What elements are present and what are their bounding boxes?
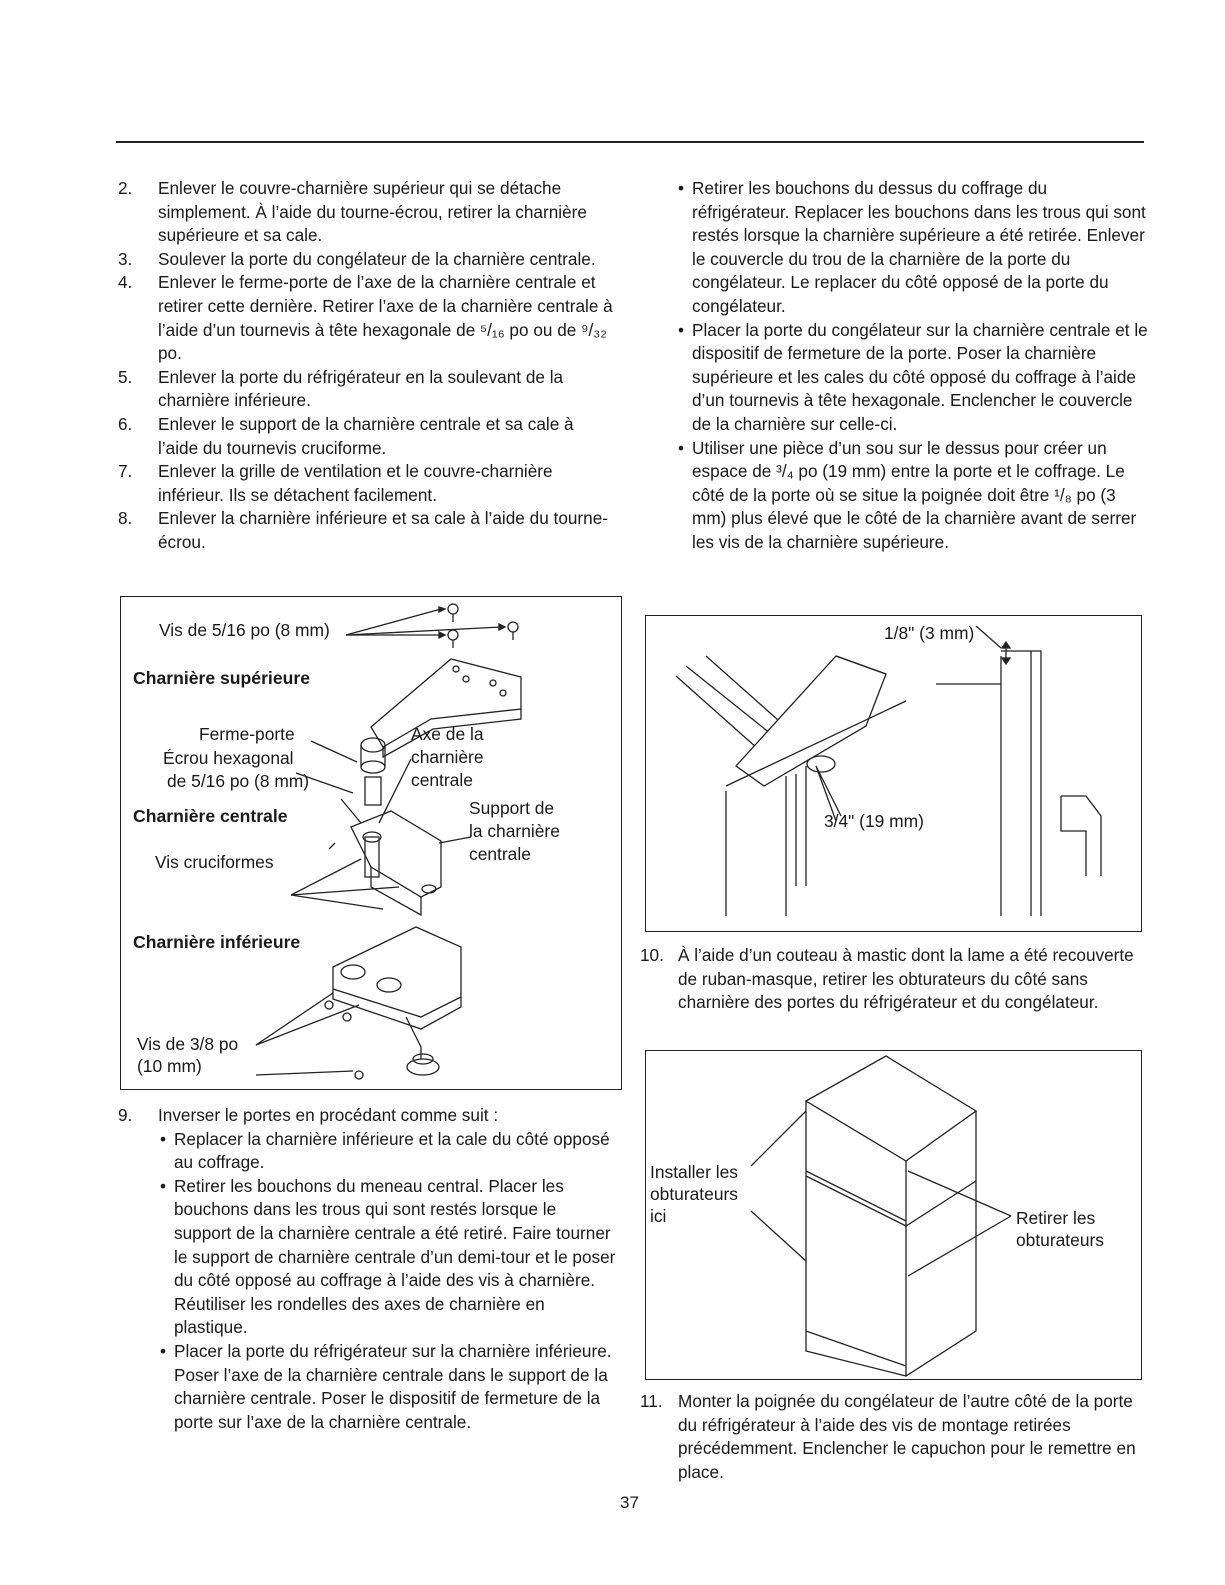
step-4: 4. Enlever le ferme-porte de l’axe de la charnière centrale et retirer cette dernière. Retirer l’axe de la charnière centrale à l’aide d’un tournevis à tête hexagonale de ⁵/₁₆ po ou de ⁹/₃₂ po. bbox=[118, 272, 613, 364]
label-door-stop: Ferme-porte bbox=[199, 724, 295, 744]
label-top-gap: 1/8" (3 mm) bbox=[884, 623, 975, 643]
label-remove-2: obturateurs bbox=[1016, 1230, 1104, 1250]
label-hex-nut-size: de 5/16 po (8 mm) bbox=[167, 771, 310, 791]
screw-icon bbox=[448, 630, 458, 648]
plugs-diagram bbox=[645, 1050, 1142, 1380]
label-screws-5-16: Vis de 5/16 po (8 mm) bbox=[159, 620, 330, 640]
label-side-gap: 3/4" (19 mm) bbox=[824, 811, 924, 831]
label-bracket-2: la charnière bbox=[469, 821, 560, 841]
header-rule bbox=[116, 141, 1144, 143]
screw-icon bbox=[448, 604, 458, 622]
list-item: • Placer la porte du réfrigérateur sur la charnière inférieure. Poser l’axe de la charnière centrale dans le support de la charnière centrale. Poser le dispositif de fermeture de la porte sur l’axe de la charnière centrale. bbox=[158, 1340, 618, 1434]
label-hex-nut: Écrou hexagonal bbox=[163, 748, 294, 768]
step-9 bbox=[118, 1104, 618, 1434]
door-gap-illustration bbox=[646, 616, 1141, 931]
step-6: 6. Enlever le support de la charnière centrale et sa cale à l’aide du tournevis cruciforme. bbox=[118, 413, 574, 458]
list-item: • Replacer la charnière inférieure et la cale du côté opposé au coffrage. bbox=[158, 1128, 618, 1175]
step-11: 11. Monter la poignée du congélateur de l’autre côté de la porte du réfrigérateur à l’aide des vis de montage retirées précédemment. Enclencher le capuchon pour le remettre en place. bbox=[640, 1391, 1136, 1482]
step-5: 5. Enlever la porte du réfrigérateur en la soulevant de la charnière inférieure. bbox=[118, 366, 564, 411]
label-pin-2: charnière bbox=[411, 747, 484, 767]
right-instructions bbox=[640, 177, 1148, 555]
label-screws-3-8: Vis de 3/8 po bbox=[137, 1034, 239, 1054]
label-install-2: obturateurs bbox=[650, 1184, 738, 1204]
step-2: 2. Enlever le couvre-charnière supérieur qui se détache simplement. À l’aide du tourne-écrou, retirer la charnière supérieure et sa cale. bbox=[118, 178, 587, 246]
list-item: • Retirer les bouchons du dessus du coffrage du réfrigérateur. Replacer les bouchons dans les trous qui sont restés lorsque la charnière supérieure a été retirée. Enlever le couvercle du trou de la charnière de la porte du congélateur. Le replacer du côté opposé de la porte du congélateur. bbox=[676, 177, 1148, 319]
list-item: • Retirer les bouchons du meneau central. Placer les bouchons dans les trous qui sont restés lorsque le support de la charnière centrale a été retiré. Faire tourner le support de charnière centrale d’un demi-tour et le poser du côté opposé au coffrage à l’aide des vis à charnière. Réutiliser les rondelles des axes de charnière en plastique. bbox=[158, 1175, 618, 1340]
list-item: • Placer la porte du congélateur sur la charnière centrale et le dispositif de fermeture de la porte. Poser la charnière supérieure et les cales du côté opposé du coffrage à l’aide d’un tournevis à tête hexagonale. Enclencher le couvercle de la charnière sur celle-ci. bbox=[676, 319, 1148, 437]
step-9-bullets bbox=[158, 1128, 618, 1435]
label-top-hinge: Charnière supérieure bbox=[133, 668, 310, 688]
label-bracket-3: centrale bbox=[469, 844, 531, 864]
label-pin-3: centrale bbox=[411, 770, 473, 790]
step-9-intro: 9. Inverser le portes en procédant comme suit : bbox=[118, 1105, 499, 1125]
hinge-diagram bbox=[120, 596, 622, 1090]
left-instructions bbox=[118, 177, 618, 555]
door-gap-diagram bbox=[645, 615, 1142, 932]
right-bullets bbox=[676, 177, 1148, 555]
label-phillips-screws: Vis cruciformes bbox=[155, 852, 274, 872]
label-bottom-hinge: Charnière inférieure bbox=[133, 932, 301, 952]
list-item: • Utiliser une pièce d’un sou sur le dessus pour créer un espace de ³/₄ po (19 mm) entre la porte et le coffrage. Le côté de la porte où se situe la poignée doit être ¹/₈ po (3 mm) plus élevé que le côté de la charnière avant de serrer les vis de la charnière supérieure. bbox=[676, 437, 1148, 555]
steps-list bbox=[118, 177, 618, 555]
label-screws-3-8-mm: (10 mm) bbox=[137, 1056, 202, 1076]
step-7: 7. Enlever la grille de ventilation et le couvre-charnière inférieur. Ils se détachent facilement. bbox=[118, 461, 553, 505]
label-remove-1: Retirer les bbox=[1016, 1208, 1096, 1228]
label-install-3: ici bbox=[650, 1206, 667, 1226]
label-center-hinge: Charnière centrale bbox=[133, 806, 288, 826]
step-3: 3. Soulever la porte du congélateur de la charnière centrale. bbox=[118, 248, 596, 269]
step-10: 10. À l’aide d’un couteau à mastic dont la lame a été recouverte de ruban-masque, retirer les obturateurs du côté sans charnière des portes du réfrigérateur et du congélateur. bbox=[640, 945, 1134, 1013]
label-pin-1: Axe de la bbox=[411, 724, 484, 744]
screw-icon bbox=[508, 622, 518, 640]
step-8: 8. Enlever la charnière inférieure et sa cale à l’aide du tourne-écrou. bbox=[118, 508, 608, 552]
page-number: 37 bbox=[620, 1493, 639, 1512]
label-bracket-1: Support de bbox=[469, 798, 555, 818]
label-install-1: Installer les bbox=[650, 1162, 738, 1182]
screw-icon bbox=[325, 1001, 363, 1079]
